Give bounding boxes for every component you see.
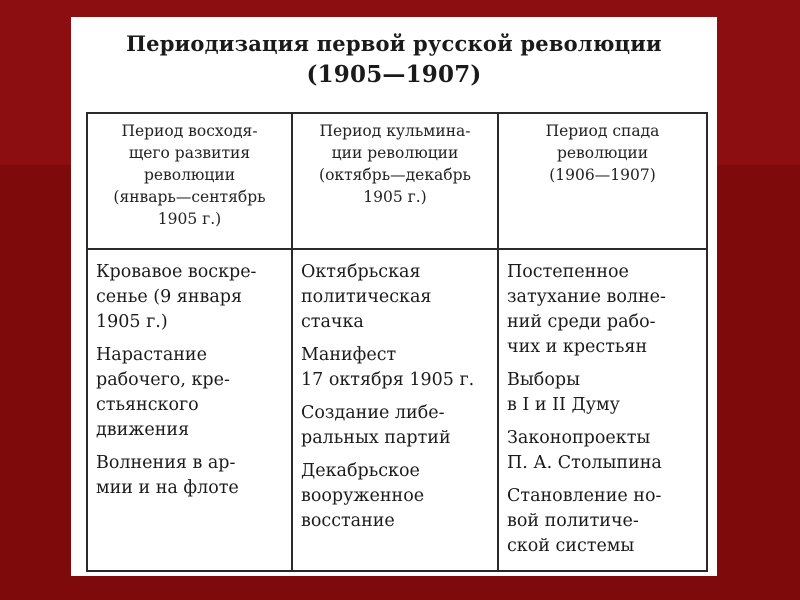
item-line: Выборы (507, 370, 580, 390)
header-line: (1906—1907) (549, 166, 656, 184)
list-item (301, 343, 491, 393)
item-line: 17 октября 1905 г. (301, 370, 475, 390)
item-line: вой политиче- (507, 511, 639, 531)
list-item (507, 260, 700, 360)
item-line: в I и II Думу (507, 395, 620, 415)
list-item (507, 368, 700, 418)
header-line: щего развития (128, 144, 251, 162)
header-line: Период кульмина- (319, 122, 471, 140)
list-item (301, 401, 491, 451)
list-item (96, 260, 285, 335)
item-line: мии и на флоте (96, 478, 239, 498)
item-line: Законопроекты (507, 428, 651, 448)
item-line: ний среди рабо- (507, 312, 656, 332)
item-line: Кровавое воскре- (96, 262, 257, 282)
item-line: ской системы (507, 536, 635, 556)
list-item (507, 426, 700, 476)
header-line: Период восходя- (121, 122, 258, 140)
item-line: сенье (9 января (96, 287, 243, 307)
periodization-table (86, 112, 708, 572)
page-title: Периодизация первой русской революции (126, 31, 662, 56)
header-line: ции революции (331, 144, 459, 162)
page-subtitle-years: (1905—1907) (306, 61, 482, 88)
list-item (301, 459, 491, 534)
list-item (96, 451, 285, 501)
item-line: Декабрьское (301, 461, 420, 481)
document-sheet (71, 17, 717, 576)
item-line: ральных партий (301, 428, 451, 448)
table-body-row (87, 249, 707, 571)
item-line: Нарастание (96, 345, 207, 365)
header-cell-rise (87, 113, 292, 249)
body-cell-decline (498, 249, 707, 571)
item-line: политическая (301, 287, 432, 307)
header-cell-culmination (292, 113, 498, 249)
item-line: Создание либе- (301, 403, 445, 423)
list-item (301, 260, 491, 335)
item-line: чих и крестьян (507, 337, 648, 357)
item-line: 1905 г.) (96, 312, 168, 332)
list-item (507, 484, 700, 559)
item-line: затухание волне- (507, 287, 666, 307)
item-line: движения (96, 420, 190, 440)
item-line: Октябрьская (301, 262, 421, 282)
header-line: (январь—сентябрь (113, 188, 266, 206)
header-line: (октябрь—декабрь (319, 166, 471, 184)
header-line: революции (556, 144, 649, 162)
item-line: рабочего, кре- (96, 370, 230, 390)
header-line: Период спада (545, 122, 660, 140)
header-line: 1905 г.) (363, 188, 427, 206)
body-cell-culmination (292, 249, 498, 571)
item-line: П. А. Столыпина (507, 453, 662, 473)
item-line: стьянского (96, 395, 199, 415)
table-header-row (87, 113, 707, 249)
item-line: вооруженное (301, 486, 425, 506)
header-line: 1905 г.) (157, 210, 222, 228)
body-cell-rise (87, 249, 292, 571)
header-line: революции (143, 166, 236, 184)
item-line: Манифест (301, 345, 397, 365)
item-line: восстание (301, 511, 395, 531)
header-cell-decline (498, 113, 707, 249)
item-line: Становление но- (507, 486, 662, 506)
item-line: Постепенное (507, 262, 629, 282)
list-item (96, 343, 285, 443)
item-line: стачка (301, 312, 364, 332)
item-line: Волнения в ар- (96, 453, 236, 473)
